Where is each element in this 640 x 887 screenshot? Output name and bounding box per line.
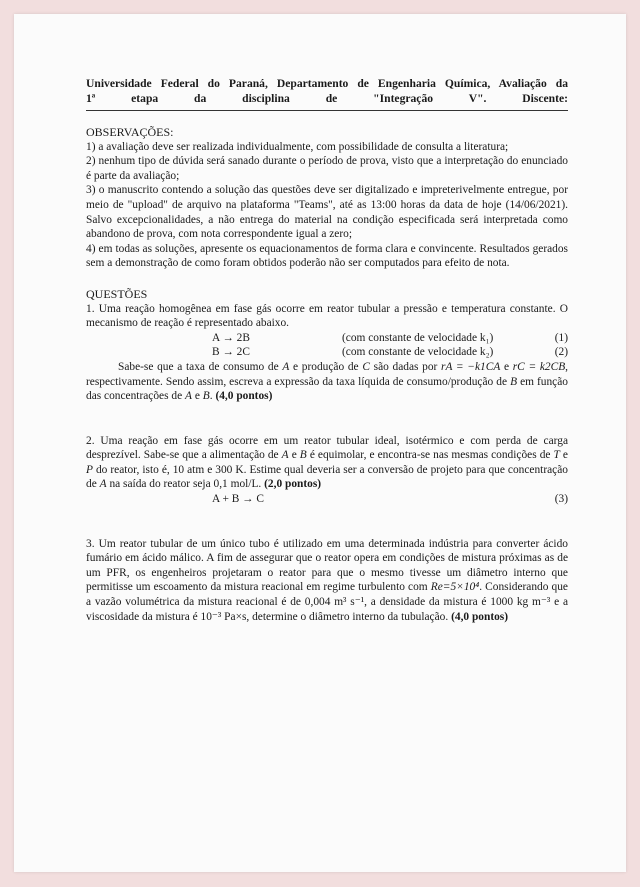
q2-var-p: P: [86, 463, 93, 476]
q1-var-a2: A: [185, 390, 192, 403]
exam-header: [86, 76, 568, 111]
q1-text-h: .: [209, 390, 213, 403]
q2-text-d: e: [562, 449, 568, 462]
equation-2-number: (2): [554, 346, 568, 359]
equation-1: [86, 331, 568, 346]
q2-text-c: é equimolar, e encontra-se nas mesmas condições de: [309, 449, 551, 462]
equation-1-number: (1): [554, 331, 568, 344]
q1-points: (4,0 pontos): [215, 390, 273, 403]
q1-rate-c: rC = k2CB: [512, 360, 566, 373]
q2-var-a: A: [281, 449, 289, 462]
equation-2-expr: B → 2C: [212, 346, 250, 359]
q1-text-f: em função das concentrações de: [86, 375, 568, 403]
question-2-body: [86, 434, 568, 492]
question-1-body: [86, 360, 568, 404]
q2-text-f: na saída do reator seja 0,1 mol/L.: [109, 478, 262, 491]
equation-3-number: (3): [554, 493, 568, 506]
exam-content: [86, 76, 568, 624]
q1-var-a: A: [282, 360, 290, 373]
q1-text-e: , respectivamente. Sendo assim, escreva a expressão da taxa líquida de consumo/produção de: [86, 360, 569, 388]
q3-reynolds: Re=5×10⁴: [430, 581, 480, 594]
q2-text-b: e: [291, 449, 297, 462]
q1-text-g: e: [194, 390, 200, 403]
q2-var-b: B: [299, 449, 307, 462]
q2-points: (2,0 pontos): [264, 478, 322, 491]
equation-2-note: (com constante de velocidade k₂): [342, 346, 494, 359]
q1-var-b2: B: [202, 390, 210, 403]
equation-2: [86, 345, 568, 360]
equation-3-expr: A + B → C: [212, 493, 264, 506]
q3-text-a: 3. Um reator tubular de um único tubo é utilizado em uma determinada indústria para converter ácido fumário em ácido málico. A fim de assegurar que o reator opera em condições de mistura próximas as de um PFR, os engenheiros projetaram o reator para que o mesmo tivesse um diâmetro interno que permitisse um escoamento da mistura reacional em regime turbulento com: [86, 537, 568, 594]
q2-var-t: T: [553, 449, 560, 462]
questoes-title: QUESTÕES: [86, 286, 148, 301]
q1-var-b: B: [510, 375, 518, 388]
question-1-intro: 1. Uma reação homogênea em fase gás ocorre em reator tubular a pressão e temperatura constante. O mecanismo de reação é representado abaixo.: [86, 302, 568, 330]
observacao-3: 3) o manuscrito contendo a solução das questões deve ser digitalizado e impreterivelmente entregue, por meio de "upload" de arquivo na plataforma "Teams", até as 13:00 horas da data de hoje (14/06/2021). Salvo excepcionalidades, a não entrega do material na condição especificada será interpretada como abandono de prova, com nota correspondente igual a zero;: [86, 184, 568, 241]
q2-text-e: do reator, isto é, 10 atm e 300 K. Estime qual deveria ser a conversão de projeto para que concentração de: [86, 463, 568, 491]
q1-rate-a: rA = −k1CA: [441, 360, 501, 373]
q1-text-c: são dadas por: [373, 360, 438, 373]
observacao-4: 4) em todas as soluções, apresente os equacionamentos de forma clara e convincente. Resultados gerados sem a demonstração de como foram obtidos poderão não ser computados para efeito de nota.: [86, 242, 568, 270]
q2-var-a2: A: [99, 478, 107, 491]
observacoes-title: OBSERVAÇÕES:: [86, 125, 174, 139]
q1-var-c: C: [362, 360, 370, 373]
q2-text-a: 2. Uma reação em fase gás ocorre em um reator tubular ideal, isotérmico e com perda de carga desprezível. Sabe-se que a alimentação de: [86, 434, 568, 462]
equation-1-expr: A → 2B: [212, 331, 250, 344]
header-line-2: 1ª etapa da disciplina de "Integração V". Discente:: [86, 92, 568, 105]
observacao-2: 2) nenhum tipo de dúvida será sanado durante o período de prova, visto que a interpretação do enunciado é parte da avaliação;: [86, 155, 568, 182]
observacao-1: 1) a avaliação deve ser realizada individualmente, com possibilidade de consulta a literatura;: [86, 140, 509, 153]
equation-1-note: (com constante de velocidade k₁): [342, 331, 494, 344]
question-3-body: [86, 537, 568, 625]
q1-text-a: Sabe-se que a taxa de consumo de: [118, 360, 279, 373]
equation-3: [86, 492, 568, 507]
q3-points: (4,0 pontos): [451, 610, 509, 623]
q1-text-d: e: [503, 360, 510, 373]
header-line-1: Universidade Federal do Paraná, Departamento de Engenharia Química, Avaliação da: [86, 77, 568, 90]
q3-text-b: . Considerando que a vazão volumétrica da mistura reacional é de 0,004 m³ s⁻¹, a densidade da mistura é 1000 kg m⁻³ e a viscosidade da mistura é 10⁻³ Pa×s, determine o diâmetro interno da tubulação.: [86, 581, 568, 623]
q1-text-b: e produção de: [293, 360, 359, 373]
exam-page: [14, 14, 626, 872]
